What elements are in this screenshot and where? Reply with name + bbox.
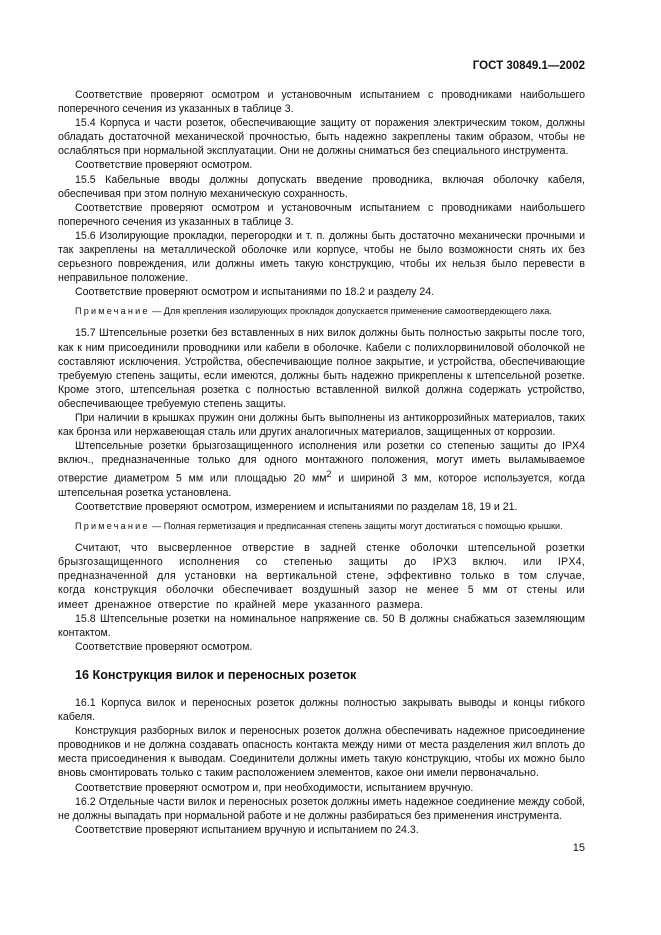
paragraph: Соответствие проверяют испытанием вручную и испытанием по 24.3.: [75, 823, 419, 836]
note-1: [58, 305, 585, 318]
paragraph: Считают, что высверленное отверстие в задней стенке оболочки штепсельной розетки брызгозащищенного исполнения со степенью защиты до IPX3 включ. или IPX4, предназначенной для установки на вертикальной стене, эффективно только в том случае, когда конструкция оболочки обеспечивает воздушный зазор не менее 5 мм от стены или имеет дренажное отверстие по крайней мере указанного размера.: [58, 542, 585, 611]
paragraph: Соответствие проверяют осмотром, измерением и испытаниями по разделам 18, 19 и 21.: [75, 501, 518, 514]
paragraph: Соответствие проверяют осмотром и установочным испытанием с проводниками наибольшего поперечного сечения из указанных в таблице 3.: [58, 201, 585, 228]
paragraph: Конструкция разборных вилок и переносных розеток должна обеспечивать надежное присоединение проводников и не должна создавать опасность контакта между ними от места разделения жил вплоть до места присоединения к выводам. Соединители должны иметь такую конструкцию, чтобы их можно было вновь смонтировать только с таким расположением элементов, какое они имели первоначально.: [58, 725, 585, 780]
superscript: 2: [326, 469, 332, 480]
clause-15-8: 15.8 Штепсельные розетки на номинальное напряжение св. 50 В должны снабжаться заземляющим контактом.: [58, 612, 585, 639]
page-body: [58, 88, 585, 837]
clause-15-6: 15.6 Изолирующие прокладки, перегородки и т. п. должны быть достаточно механически прочными и так закреплены на металлической оболочке или корпусе, чтобы не было возможности снять их без серьезного повреждения, или должны иметь такую конструкцию, чтобы их нельзя было перевести в неправильное положение.: [58, 229, 585, 285]
paragraph: Соответствие проверяют осмотром.: [75, 159, 253, 172]
document-code-header: ГОСТ 30849.1—2002: [472, 60, 585, 72]
ipx4-text-start: Штепсельные розетки брызгозащищенного исполнения или розетки со степенью защиты до IPX4 включ., предназначенные только для одного монтажного положения, могут иметь выламываемое отверстие диаметром 5 мм или площадью 20 мм: [58, 440, 585, 485]
paragraph: Соответствие проверяют осмотром и испытаниями по 18.2 и разделу 24.: [75, 286, 435, 299]
clause-15-5: 15.5 Кабельные вводы должны допускать введение проводника, включая оболочку кабеля, обеспечивая при этом полную механическую сохранность.: [58, 173, 585, 200]
note-2: [58, 520, 585, 533]
paragraph: Соответствие проверяют осмотром.: [75, 640, 253, 653]
paragraph: Соответствие проверяют осмотром и установочным испытанием с проводниками наибольшего поперечного сечения из указанных в таблице 3.: [58, 89, 585, 116]
paragraph-ipx4: [58, 439, 585, 500]
clause-16-1: 16.1 Корпуса вилок и переносных розеток должны полностью закрывать выводы и концы гибкого кабеля.: [58, 697, 585, 724]
clause-15-4: 15.4 Корпуса и части розеток, обеспечивающие защиту от поражения электрическим током, должны обладать достаточной механической прочностью, быть надежно закреплены таким образом, чтобы не ослабляться при нормальной эксплуатации. Они не должны сниматься без специального инструмента.: [58, 117, 585, 158]
note-label: Примечание: [75, 306, 150, 317]
paragraph: Соответствие проверяют осмотром и, при необходимости, испытанием вручную.: [75, 781, 474, 794]
page-number: 15: [572, 842, 585, 854]
clause-15-7: 15.7 Штепсельные розетки без вставленных в них вилок должны быть полностью закрыты после того, как к ним присоединили проводники или кабели в оболочке. Кабели с полихлорвиниловой оболочкой не составляют исключения. Устройства, обеспечивающие полное закрытие, и устройства, обеспечивающие требуемую степень защиты, если имеются, должны быть надежно прикреплены к штепсельной розетке. Кроме этого, штепсельная розетка с полностью вставленной вилкой должна содержать устройство, обеспечивающее требуемую степень защиты.: [58, 327, 585, 410]
paragraph: При наличии в крышках пружин они должны быть выполнены из антикоррозийных материалов, таких как бронза или нержавеющая сталь или других аналогичных материалов, защищенных от коррозии.: [58, 411, 585, 439]
section-heading: 16 Конструкция вилок и переносных розеток: [75, 667, 357, 682]
note-text: — Полная герметизация и предписанная степень защиты могут достигаться с помощью крышки.: [149, 521, 563, 532]
ipx4-text-end: и шириной 3 мм, которое используется, когда штепсельная розетка установлена.: [58, 472, 586, 499]
clause-16-2: 16.2 Отдельные части вилок и переносных розеток должны иметь надежное соединение между собой, не должны выпадать при нормальной работе и не должны разбираться без применения инструмента.: [58, 795, 585, 822]
note-label: Примечание: [75, 521, 150, 532]
note-text: — Для крепления изолирующих прокладок допускается применение самоотвердеющего лака.: [149, 306, 552, 317]
